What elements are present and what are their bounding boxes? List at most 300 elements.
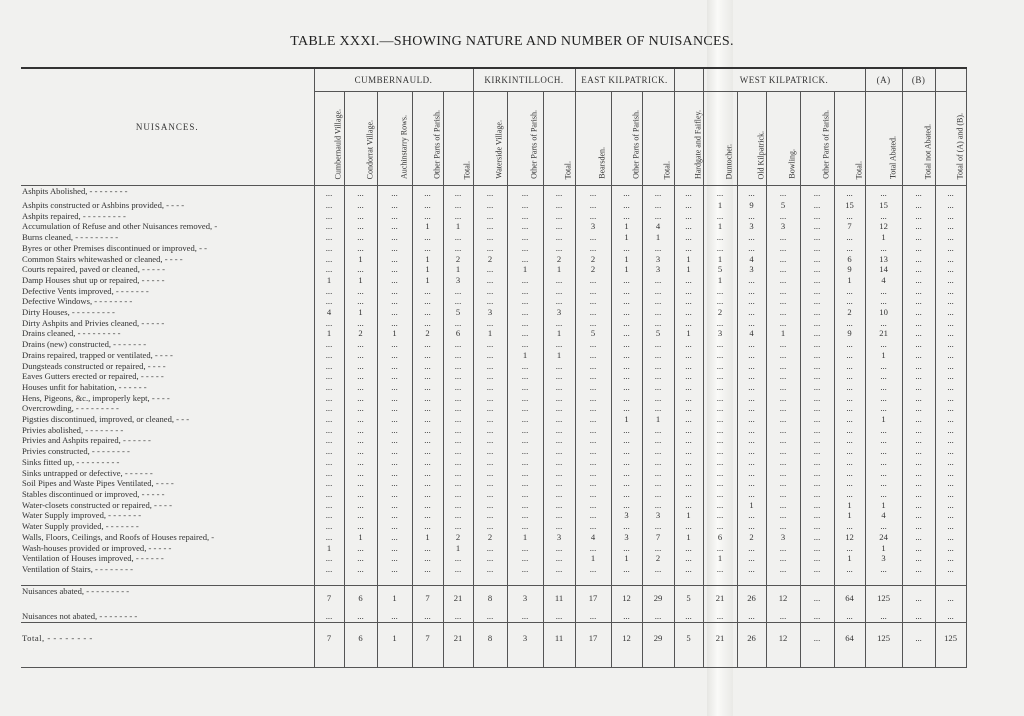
- table-cell: 1: [443, 221, 473, 232]
- column-header: [703, 92, 737, 186]
- table-cell: ...: [412, 286, 443, 297]
- table-cell: ...: [703, 478, 737, 489]
- table-cell: 26: [737, 585, 766, 611]
- table-cell: ...: [800, 211, 834, 222]
- table-cell: ...: [507, 286, 543, 297]
- table-row: [21, 371, 966, 382]
- table-cell: ...: [611, 500, 642, 511]
- table-cell: 2: [443, 254, 473, 265]
- table-cell: ...: [377, 611, 412, 623]
- table-cell: ...: [674, 296, 703, 307]
- spacer-cell: [314, 575, 344, 586]
- table-cell: ...: [800, 622, 834, 667]
- table-row: [21, 361, 966, 372]
- table-cell: ...: [800, 611, 834, 623]
- table-cell: ...: [412, 564, 443, 575]
- row-label: Total, - - - - - - - -: [21, 622, 314, 667]
- table-cell: ...: [543, 500, 575, 511]
- table-row: [21, 318, 966, 329]
- column-header-label: Waterside Village.: [494, 120, 504, 179]
- row-label: Eaves Gutters erected or repaired, - - - - -: [22, 371, 164, 382]
- table-row: [21, 414, 966, 425]
- table-cell: ...: [800, 382, 834, 393]
- table-cell: ...: [507, 435, 543, 446]
- table-cell: ...: [314, 371, 344, 382]
- table-cell: 3: [766, 221, 800, 232]
- row-label: Ashpits constructed or Ashbins provided, - - - -: [22, 200, 185, 210]
- table-cell: ...: [507, 564, 543, 575]
- column-header-label: Total.: [854, 160, 864, 179]
- table-cell: 1: [865, 543, 902, 554]
- table-cell: ...: [543, 371, 575, 382]
- table-cell: ...: [443, 361, 473, 372]
- group-header: KIRKINTILLOCH.: [473, 68, 575, 92]
- spacer-cell: [611, 575, 642, 586]
- table-cell: ...: [443, 435, 473, 446]
- table-cell: ...: [344, 393, 377, 404]
- table-cell: ...: [314, 211, 344, 222]
- table-cell: ...: [935, 425, 966, 436]
- table-cell: ...: [412, 382, 443, 393]
- table-cell: ...: [473, 264, 507, 275]
- table-cell: ...: [703, 403, 737, 414]
- table-cell: ...: [935, 232, 966, 243]
- table-cell: ...: [377, 286, 412, 297]
- table-cell: 26: [737, 622, 766, 667]
- table-cell: ...: [674, 553, 703, 564]
- table-cell: 1: [674, 532, 703, 543]
- table-cell: ...: [507, 543, 543, 554]
- table-cell: ...: [543, 243, 575, 254]
- spacer-cell: [443, 575, 473, 586]
- table-cell: ...: [674, 243, 703, 254]
- table-cell: ...: [443, 211, 473, 222]
- table-cell: ...: [737, 339, 766, 350]
- column-header: [935, 92, 966, 186]
- table-cell: ...: [902, 221, 935, 232]
- table-cell: ...: [935, 611, 966, 623]
- table-cell: ...: [935, 350, 966, 361]
- table-cell: ...: [344, 468, 377, 479]
- table-cell: ...: [766, 361, 800, 372]
- table-cell: 3: [642, 264, 674, 275]
- row-label: Drains (new) constructed, - - - - - - -: [22, 339, 147, 350]
- table-cell: ...: [834, 318, 865, 329]
- row-label: Privies abolished, - - - - - - - -: [22, 424, 124, 435]
- table-cell: ...: [507, 393, 543, 404]
- table-cell: ...: [377, 457, 412, 468]
- table-cell: ...: [766, 611, 800, 623]
- table-cell: ...: [543, 318, 575, 329]
- table-cell: 1: [674, 328, 703, 339]
- table-cell: ...: [902, 382, 935, 393]
- table-cell: ...: [766, 500, 800, 511]
- table-cell: 1: [507, 350, 543, 361]
- spacer-cell: [737, 575, 766, 586]
- table-cell: ...: [377, 254, 412, 265]
- table-cell: ...: [834, 296, 865, 307]
- table-cell: 15: [865, 200, 902, 211]
- table-row: [21, 296, 966, 307]
- table-cell: 1: [865, 350, 902, 361]
- spacer-cell: [674, 575, 703, 586]
- table-cell: ...: [834, 478, 865, 489]
- table-row: [21, 275, 966, 286]
- table-row: [21, 510, 966, 521]
- table-cell: 9: [834, 264, 865, 275]
- table-cell: ...: [800, 585, 834, 611]
- table-cell: ...: [314, 510, 344, 521]
- table-cell: ...: [834, 564, 865, 575]
- table-cell: ...: [834, 457, 865, 468]
- row-label: Stables discontinued or improved, - - - - -: [22, 488, 165, 499]
- table-cell: ...: [507, 489, 543, 500]
- spacer-cell: [575, 575, 611, 586]
- table-cell: ...: [865, 339, 902, 350]
- table-cell: ...: [834, 446, 865, 457]
- table-cell: ...: [800, 478, 834, 489]
- table-cell: ...: [766, 243, 800, 254]
- table-cell: ...: [412, 468, 443, 479]
- table-cell: 1: [865, 500, 902, 511]
- table-cell: 5: [575, 328, 611, 339]
- table-row: [21, 468, 966, 479]
- total-row: [21, 622, 966, 667]
- table-cell: 6: [344, 585, 377, 611]
- table-cell: ...: [902, 339, 935, 350]
- table-cell: ...: [834, 371, 865, 382]
- table-cell: ...: [314, 186, 344, 201]
- table-cell: ...: [507, 254, 543, 265]
- table-cell: ...: [443, 186, 473, 201]
- table-cell: ...: [935, 371, 966, 382]
- table-cell: ...: [611, 478, 642, 489]
- table-cell: ...: [575, 211, 611, 222]
- table-cell: ...: [314, 468, 344, 479]
- table-cell: ...: [642, 611, 674, 623]
- table-cell: 2: [834, 307, 865, 318]
- table-cell: ...: [412, 457, 443, 468]
- table-cell: ...: [377, 564, 412, 575]
- table-cell: ...: [737, 510, 766, 521]
- table-cell: ...: [674, 382, 703, 393]
- table-cell: ...: [800, 200, 834, 211]
- table-cell: ...: [902, 254, 935, 265]
- table-cell: ...: [865, 521, 902, 532]
- table-cell: ...: [865, 186, 902, 201]
- table-row: [21, 478, 966, 489]
- table-row: [21, 339, 966, 350]
- table-cell: ...: [473, 186, 507, 201]
- table-cell: ...: [935, 510, 966, 521]
- table-cell: ...: [703, 457, 737, 468]
- table-cell: ...: [800, 457, 834, 468]
- table-cell: ...: [737, 286, 766, 297]
- table-cell: ...: [642, 393, 674, 404]
- column-header-label: Bearsden.: [597, 147, 607, 179]
- column-header: [412, 92, 443, 186]
- table-cell: ...: [800, 371, 834, 382]
- table-cell: ...: [865, 286, 902, 297]
- table-cell: ...: [674, 478, 703, 489]
- table-cell: ...: [314, 553, 344, 564]
- table-cell: ...: [377, 371, 412, 382]
- table-cell: ...: [737, 211, 766, 222]
- row-label: Walls, Floors, Ceilings, and Roofs of Houses repaired, -: [22, 531, 215, 542]
- table-cell: ...: [473, 564, 507, 575]
- table-cell: ...: [642, 500, 674, 511]
- table-cell: 21: [703, 585, 737, 611]
- table-cell: ...: [507, 200, 543, 211]
- table-cell: ...: [611, 403, 642, 414]
- spacer-cell: [800, 575, 834, 586]
- row-label: Common Stairs whitewashed or cleaned, - - - -: [22, 253, 183, 264]
- table-cell: ...: [377, 318, 412, 329]
- spacer-cell: [935, 575, 966, 586]
- table-cell: 5: [443, 307, 473, 318]
- table-cell: ...: [377, 275, 412, 286]
- table-cell: 3: [642, 510, 674, 521]
- table-cell: ...: [412, 243, 443, 254]
- table-cell: 29: [642, 585, 674, 611]
- table-cell: ...: [935, 264, 966, 275]
- table-cell: ...: [473, 425, 507, 436]
- table-cell: ...: [935, 200, 966, 211]
- table-cell: ...: [703, 543, 737, 554]
- table-cell: 11: [543, 622, 575, 667]
- table-cell: ...: [412, 200, 443, 211]
- table-cell: ...: [611, 361, 642, 372]
- table-cell: ...: [703, 339, 737, 350]
- table-cell: ...: [935, 585, 966, 611]
- table-cell: 1: [674, 254, 703, 265]
- table-cell: ...: [703, 232, 737, 243]
- table-cell: ...: [575, 382, 611, 393]
- table-row: [21, 425, 966, 436]
- table-cell: ...: [611, 318, 642, 329]
- summary-row: [21, 585, 966, 611]
- group-header: CUMBERNAULD.: [314, 68, 473, 92]
- table-cell: 7: [314, 585, 344, 611]
- table-cell: ...: [377, 296, 412, 307]
- table-cell: 125: [865, 585, 902, 611]
- table-cell: ...: [865, 393, 902, 404]
- table-cell: 1: [344, 254, 377, 265]
- column-header-label: Other Parts of Parish.: [821, 110, 831, 179]
- table-cell: ...: [766, 307, 800, 318]
- table-cell: ...: [473, 510, 507, 521]
- table-cell: ...: [344, 339, 377, 350]
- table-cell: ...: [703, 425, 737, 436]
- table-cell: ...: [443, 243, 473, 254]
- table-cell: ...: [703, 350, 737, 361]
- table-cell: ...: [473, 361, 507, 372]
- table-cell: ...: [611, 382, 642, 393]
- table-cell: 1: [642, 414, 674, 425]
- table-cell: ...: [865, 371, 902, 382]
- table-cell: ...: [507, 478, 543, 489]
- table-cell: ...: [575, 564, 611, 575]
- table-cell: 3: [766, 532, 800, 543]
- table-cell: ...: [800, 232, 834, 243]
- column-header-label: Other Parts of Parish.: [432, 110, 441, 179]
- table-cell: ...: [443, 318, 473, 329]
- table-cell: ...: [902, 543, 935, 554]
- table-cell: ...: [737, 382, 766, 393]
- table-cell: ...: [412, 339, 443, 350]
- table-cell: ...: [737, 478, 766, 489]
- table-cell: ...: [412, 435, 443, 446]
- table-cell: ...: [737, 543, 766, 554]
- table-cell: ...: [800, 425, 834, 436]
- table-cell: ...: [737, 361, 766, 372]
- table-cell: ...: [737, 186, 766, 201]
- table-cell: ...: [575, 307, 611, 318]
- table-cell: ...: [507, 275, 543, 286]
- table-cell: ...: [443, 478, 473, 489]
- table-cell: 1: [611, 414, 642, 425]
- table-cell: ...: [737, 425, 766, 436]
- table-cell: ...: [834, 186, 865, 201]
- table-cell: 15: [834, 200, 865, 211]
- table-cell: ...: [737, 435, 766, 446]
- table-cell: ...: [443, 446, 473, 457]
- table-cell: ...: [412, 393, 443, 404]
- table-cell: 1: [575, 553, 611, 564]
- table-cell: ...: [314, 564, 344, 575]
- table-cell: ...: [344, 403, 377, 414]
- table-cell: ...: [314, 521, 344, 532]
- table-cell: ...: [674, 611, 703, 623]
- table-cell: ...: [766, 350, 800, 361]
- table-cell: ...: [314, 414, 344, 425]
- table-cell: ...: [674, 435, 703, 446]
- table-cell: ...: [611, 275, 642, 286]
- table-cell: ...: [611, 328, 642, 339]
- table-cell: ...: [703, 414, 737, 425]
- table-cell: ...: [314, 611, 344, 623]
- table-cell: ...: [314, 393, 344, 404]
- table-cell: ...: [543, 521, 575, 532]
- table-cell: ...: [314, 318, 344, 329]
- row-label: Defective Vents improved, - - - - - - -: [22, 285, 149, 296]
- table-cell: ...: [766, 521, 800, 532]
- table-cell: 3: [575, 221, 611, 232]
- table-cell: ...: [611, 286, 642, 297]
- table-cell: ...: [543, 200, 575, 211]
- table-cell: ...: [507, 361, 543, 372]
- table-cell: ...: [443, 296, 473, 307]
- table-cell: ...: [737, 553, 766, 564]
- table-cell: ...: [902, 446, 935, 457]
- table-cell: ...: [473, 403, 507, 414]
- table-cell: ...: [314, 221, 344, 232]
- table-cell: ...: [674, 339, 703, 350]
- table-cell: 3: [737, 221, 766, 232]
- table-row: [21, 254, 966, 265]
- table-cell: ...: [865, 403, 902, 414]
- table-cell: ...: [575, 446, 611, 457]
- table-cell: ...: [543, 611, 575, 623]
- table-cell: 12: [611, 622, 642, 667]
- table-cell: 1: [507, 532, 543, 543]
- table-cell: ...: [344, 361, 377, 372]
- table-cell: ...: [611, 543, 642, 554]
- table-cell: ...: [344, 243, 377, 254]
- table-cell: ...: [443, 553, 473, 564]
- table-cell: ...: [611, 350, 642, 361]
- table-cell: ...: [575, 393, 611, 404]
- table-cell: ...: [642, 275, 674, 286]
- table-cell: ...: [377, 532, 412, 543]
- table-cell: ...: [800, 489, 834, 500]
- table-cell: ...: [865, 361, 902, 372]
- table-cell: ...: [344, 211, 377, 222]
- table-cell: ...: [737, 414, 766, 425]
- table-cell: ...: [800, 521, 834, 532]
- table-cell: ...: [507, 339, 543, 350]
- table-cell: 12: [834, 532, 865, 543]
- table-cell: ...: [443, 414, 473, 425]
- table-cell: ...: [344, 296, 377, 307]
- table-cell: 1: [344, 307, 377, 318]
- table-cell: ...: [834, 414, 865, 425]
- table-cell: ...: [377, 435, 412, 446]
- table-cell: 2: [412, 328, 443, 339]
- table-cell: ...: [674, 211, 703, 222]
- table-cell: ...: [412, 403, 443, 414]
- table-cell: 1: [865, 414, 902, 425]
- table-row: [21, 564, 966, 575]
- table-cell: ...: [575, 543, 611, 554]
- table-cell: ...: [507, 521, 543, 532]
- table-cell: ...: [377, 425, 412, 436]
- table-cell: 1: [703, 200, 737, 211]
- table-cell: ...: [507, 232, 543, 243]
- table-cell: 21: [443, 585, 473, 611]
- table-cell: ...: [344, 564, 377, 575]
- table-cell: ...: [800, 500, 834, 511]
- table-cell: ...: [834, 543, 865, 554]
- table-cell: ...: [473, 243, 507, 254]
- table-cell: ...: [314, 403, 344, 414]
- table-cell: ...: [902, 521, 935, 532]
- table-cell: ...: [902, 371, 935, 382]
- table-cell: ...: [473, 435, 507, 446]
- table-cell: ...: [611, 307, 642, 318]
- table-cell: ...: [344, 371, 377, 382]
- table-row: [21, 186, 966, 201]
- table-cell: 14: [865, 264, 902, 275]
- table-cell: ...: [766, 186, 800, 201]
- table-cell: ...: [611, 296, 642, 307]
- table-cell: ...: [575, 468, 611, 479]
- table-cell: ...: [935, 286, 966, 297]
- table-cell: ...: [865, 457, 902, 468]
- table-cell: ...: [443, 339, 473, 350]
- table-cell: ...: [314, 435, 344, 446]
- table-cell: ...: [766, 478, 800, 489]
- table-cell: ...: [800, 553, 834, 564]
- table-cell: ...: [412, 553, 443, 564]
- table-cell: ...: [443, 500, 473, 511]
- table-cell: ...: [377, 403, 412, 414]
- table-cell: ...: [575, 414, 611, 425]
- table-cell: ...: [344, 553, 377, 564]
- table-cell: 1: [507, 264, 543, 275]
- table-cell: ...: [377, 339, 412, 350]
- table-cell: ...: [674, 318, 703, 329]
